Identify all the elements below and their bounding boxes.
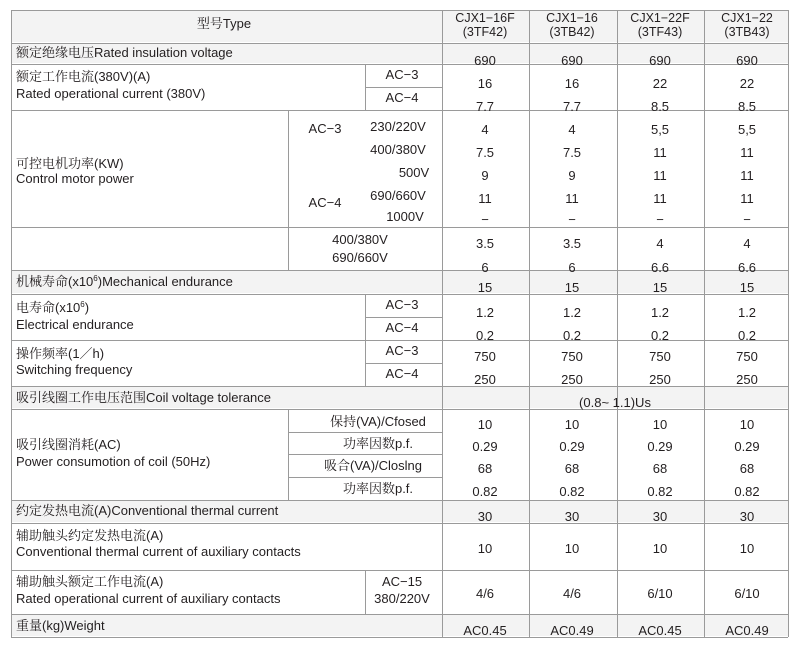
model-name-3: CJX1−22 [721,11,773,25]
mechanical-endurance-label-exponent: 6 [93,274,98,283]
model-name-0: CJX1−16F [455,11,515,25]
thermal-current-value: 30 [739,509,755,524]
operational-current-value: 16 [477,76,493,91]
electrical-endurance-label-en: Electrical endurance [16,317,134,332]
column-divider [365,64,366,110]
model-name-2: CJX1−22F [630,11,690,25]
motor-power-value: 7.5 [475,145,495,160]
motor-power-value: 11 [740,168,754,183]
aux-operational-voltage: 380/220V [374,591,430,606]
coil-voltage-value: (0.8~ 1.1)Us [579,395,651,410]
motor-voltage-label: 400/380V [332,232,388,247]
aux-operational-value: 4/6 [562,586,582,601]
column-divider [288,110,289,270]
model-code-1: (3TB42) [549,25,595,39]
cell-divider [288,454,442,455]
motor-power-value: 4 [743,236,751,251]
motor-power-value: − [568,212,576,227]
thermal-current-value: 30 [652,509,668,524]
motor-power-value: − [743,212,751,227]
electrical-endurance-value: 0.2 [562,328,582,343]
coil-power-param: 保持(VA)/Cfosed [330,414,426,429]
row-divider [11,110,788,111]
row-divider [11,570,788,571]
row-divider [11,523,788,524]
mechanical-endurance-value: 15 [652,280,668,295]
switching-frequency-value: 750 [561,349,583,364]
model-name-1: CJX1−16 [546,11,598,25]
motor-power-value: 4 [568,122,576,137]
motor-power-value: 11 [740,191,754,206]
cell-divider [288,477,442,478]
motor-power-value: 11 [740,145,754,160]
aux-operational-value: 6/10 [734,586,760,601]
utilization-category: AC−3 [385,343,419,358]
row-divider [11,270,788,271]
switching-frequency-value: 750 [649,349,671,364]
motor-power-value: − [481,212,489,227]
motor-power-value: − [656,212,664,227]
electrical-endurance-value: 0.2 [650,328,670,343]
motor-power-value: 9 [481,168,489,183]
cell-divider [365,317,442,318]
electrical-endurance-value: 0.2 [475,328,495,343]
motor-voltage-label: 690/660V [332,250,388,265]
aux-thermal-label-cn: 辅助触头约定发热电流(A) [16,528,164,543]
motor-power-value: 7.5 [562,145,582,160]
motor-power-value: 6 [481,260,489,275]
coil-power-value: 0.29 [472,439,498,454]
row-divider [11,43,788,44]
switching-frequency-value: 250 [561,372,583,387]
weight-value: AC0.45 [638,623,682,638]
aux-thermal-value: 10 [564,541,580,556]
aux-thermal-label-en: Conventional thermal current of auxiliary contacts [16,544,301,559]
motor-power-value: 9 [568,168,576,183]
electrical-endurance-label-pre: 电寿命(x10 [16,300,81,315]
motor-power-value: 11 [653,168,667,183]
coil-power-value: 0.82 [559,484,585,499]
utilization-category: AC−4 [385,320,419,335]
motor-voltage-label: 690/660V [370,188,426,203]
coil-power-value: 0.29 [559,439,585,454]
motor-power-value: 11 [478,191,492,206]
mechanical-endurance-value: 15 [739,280,755,295]
insulation-value: 690 [736,53,758,68]
motor-voltage-label: 500V [398,165,430,180]
mechanical-endurance-label [16,275,233,289]
electrical-endurance-value: 1.2 [650,305,670,320]
motor-power-value: 11 [653,145,667,160]
aux-operational-label-en: Rated operational current of auxiliary contacts [16,591,281,606]
column-divider [11,10,12,637]
aux-operational-value: 6/10 [647,586,673,601]
column-divider [442,10,443,637]
operational-current-value: 22 [739,76,755,91]
electrical-endurance-value: 1.2 [562,305,582,320]
model-code-2: (3TF43) [637,25,683,39]
column-divider [529,409,530,637]
coil-power-value: 0.82 [647,484,673,499]
row-divider [11,614,788,615]
aux-thermal-value: 10 [477,541,493,556]
mechanical-endurance-label-post: )Mechanical endurance [97,274,233,289]
column-divider [704,10,705,409]
operational-current-value: 22 [652,76,668,91]
mechanical-endurance-label-pre: 机械寿命(x10 [16,274,94,289]
insulation-value: 690 [474,53,496,68]
motor-power-value: 6 [568,260,576,275]
column-divider [365,570,366,614]
coil-power-value: 10 [564,417,580,432]
coil-power-label-en: Power consumotion of coil (50Hz) [16,454,211,469]
cell-divider [365,363,442,364]
weight-value: AC0.45 [463,623,507,638]
coil-power-value: 0.29 [734,439,760,454]
switching-frequency-label-en: Switching frequency [16,362,133,377]
weight-value: AC0.49 [550,623,594,638]
utilization-category: AC−3 [385,297,419,312]
thermal-current-value: 30 [564,509,580,524]
column-divider [617,10,618,409]
motor-power-value: 3.5 [562,236,582,251]
column-divider [788,10,789,637]
electrical-endurance-value: 1.2 [737,305,757,320]
row-divider [11,294,788,295]
mechanical-endurance-value: 15 [564,280,580,295]
insulation-value: 690 [561,53,583,68]
weight-value: AC0.49 [725,623,769,638]
coil-power-value: 0.82 [472,484,498,499]
motor-ac3-label: AC−3 [308,121,342,136]
electrical-endurance-label [16,301,89,315]
coil-power-param: 功率因数p.f. [342,481,414,496]
row-divider [11,227,788,228]
motor-power-value: 5,5 [650,122,670,137]
aux-thermal-value: 10 [652,541,668,556]
cell-divider [288,432,442,433]
operational-current-value: 8.5 [737,99,757,114]
electrical-endurance-value: 1.2 [475,305,495,320]
header-type-label: 型号Type [196,16,252,31]
motor-power-value: 6.6 [650,260,670,275]
electrical-endurance-label-exponent: 6 [80,300,85,309]
coil-power-value: 68 [652,461,668,476]
aux-thermal-value: 10 [739,541,755,556]
utilization-category: AC−3 [385,67,419,82]
coil-power-value: 0.82 [734,484,760,499]
motor-power-value: 11 [565,191,579,206]
insulation-value: 690 [649,53,671,68]
thermal-current-label: 约定发热电流(A)Conventional thermal current [16,503,279,518]
electrical-endurance-label-post: ) [84,300,90,315]
motor-power-label-cn: 可控电机功率(KW) [16,156,124,171]
model-code-0: (3TF42) [462,25,508,39]
row-divider [11,340,788,341]
column-divider [617,409,618,637]
motor-power-value: 4 [656,236,664,251]
coil-power-value: 10 [652,417,668,432]
operational-current-label-en: Rated operational current (380V) [16,86,206,101]
cell-divider [365,87,442,88]
column-divider [288,409,289,500]
row-divider [11,409,788,410]
motor-voltage-label: 1000V [386,209,424,224]
row-divider [11,500,788,501]
motor-power-value: 3.5 [475,236,495,251]
switching-frequency-label-cn: 操作频率(1／h) [16,346,105,361]
thermal-current-value: 30 [477,509,493,524]
utilization-category: AC−4 [385,366,419,381]
motor-power-value: 11 [653,191,667,206]
switching-frequency-value: 750 [474,349,496,364]
motor-voltage-label: 400/380V [370,142,426,157]
operational-current-label-cn: 额定工作电流(380V)(A) [16,69,151,84]
coil-power-param: 功率因数p.f. [342,436,414,451]
weight-label: 重量(kg)Weight [16,618,105,633]
switching-frequency-value: 750 [736,349,758,364]
coil-power-value: 10 [477,417,493,432]
insulation-voltage-label: 额定绝缘电压Rated insulation voltage [16,45,233,60]
mechanical-endurance-value: 15 [477,280,493,295]
motor-power-value: 6.6 [737,260,757,275]
coil-power-value: 0.29 [647,439,673,454]
coil-power-value: 68 [564,461,580,476]
motor-power-value: 4 [481,122,489,137]
column-divider [529,10,530,409]
column-divider [704,409,705,637]
operational-current-value: 7.7 [475,99,495,114]
coil-voltage-label: 吸引线圈工作电压范围Coil voltage tolerance [16,390,272,405]
coil-power-value: 68 [477,461,493,476]
operational-current-value: 16 [564,76,580,91]
column-divider [365,294,366,386]
motor-power-value: 5,5 [737,122,757,137]
aux-operational-label-cn: 辅助触头额定工作电流(A) [16,574,164,589]
coil-power-value: 68 [739,461,755,476]
row-divider [11,64,788,65]
electrical-endurance-value: 0.2 [737,328,757,343]
aux-operational-value: 4/6 [475,586,495,601]
switching-frequency-value: 250 [649,372,671,387]
switching-frequency-value: 250 [474,372,496,387]
utilization-category: AC−4 [385,90,419,105]
coil-power-value: 10 [739,417,755,432]
operational-current-value: 8.5 [650,99,670,114]
coil-power-label-cn: 吸引线圈消耗(AC) [16,437,121,452]
motor-voltage-label: 230/220V [370,119,426,134]
row-divider [11,386,788,387]
model-code-3: (3TB43) [724,25,770,39]
operational-current-value: 7.7 [562,99,582,114]
motor-power-label-en: Control motor power [16,171,134,186]
coil-power-param: 吸合(VA)/Closlng [323,458,423,473]
motor-ac4-label: AC−4 [308,195,342,210]
aux-utilization-category: AC−15 [381,574,423,589]
switching-frequency-value: 250 [736,372,758,387]
